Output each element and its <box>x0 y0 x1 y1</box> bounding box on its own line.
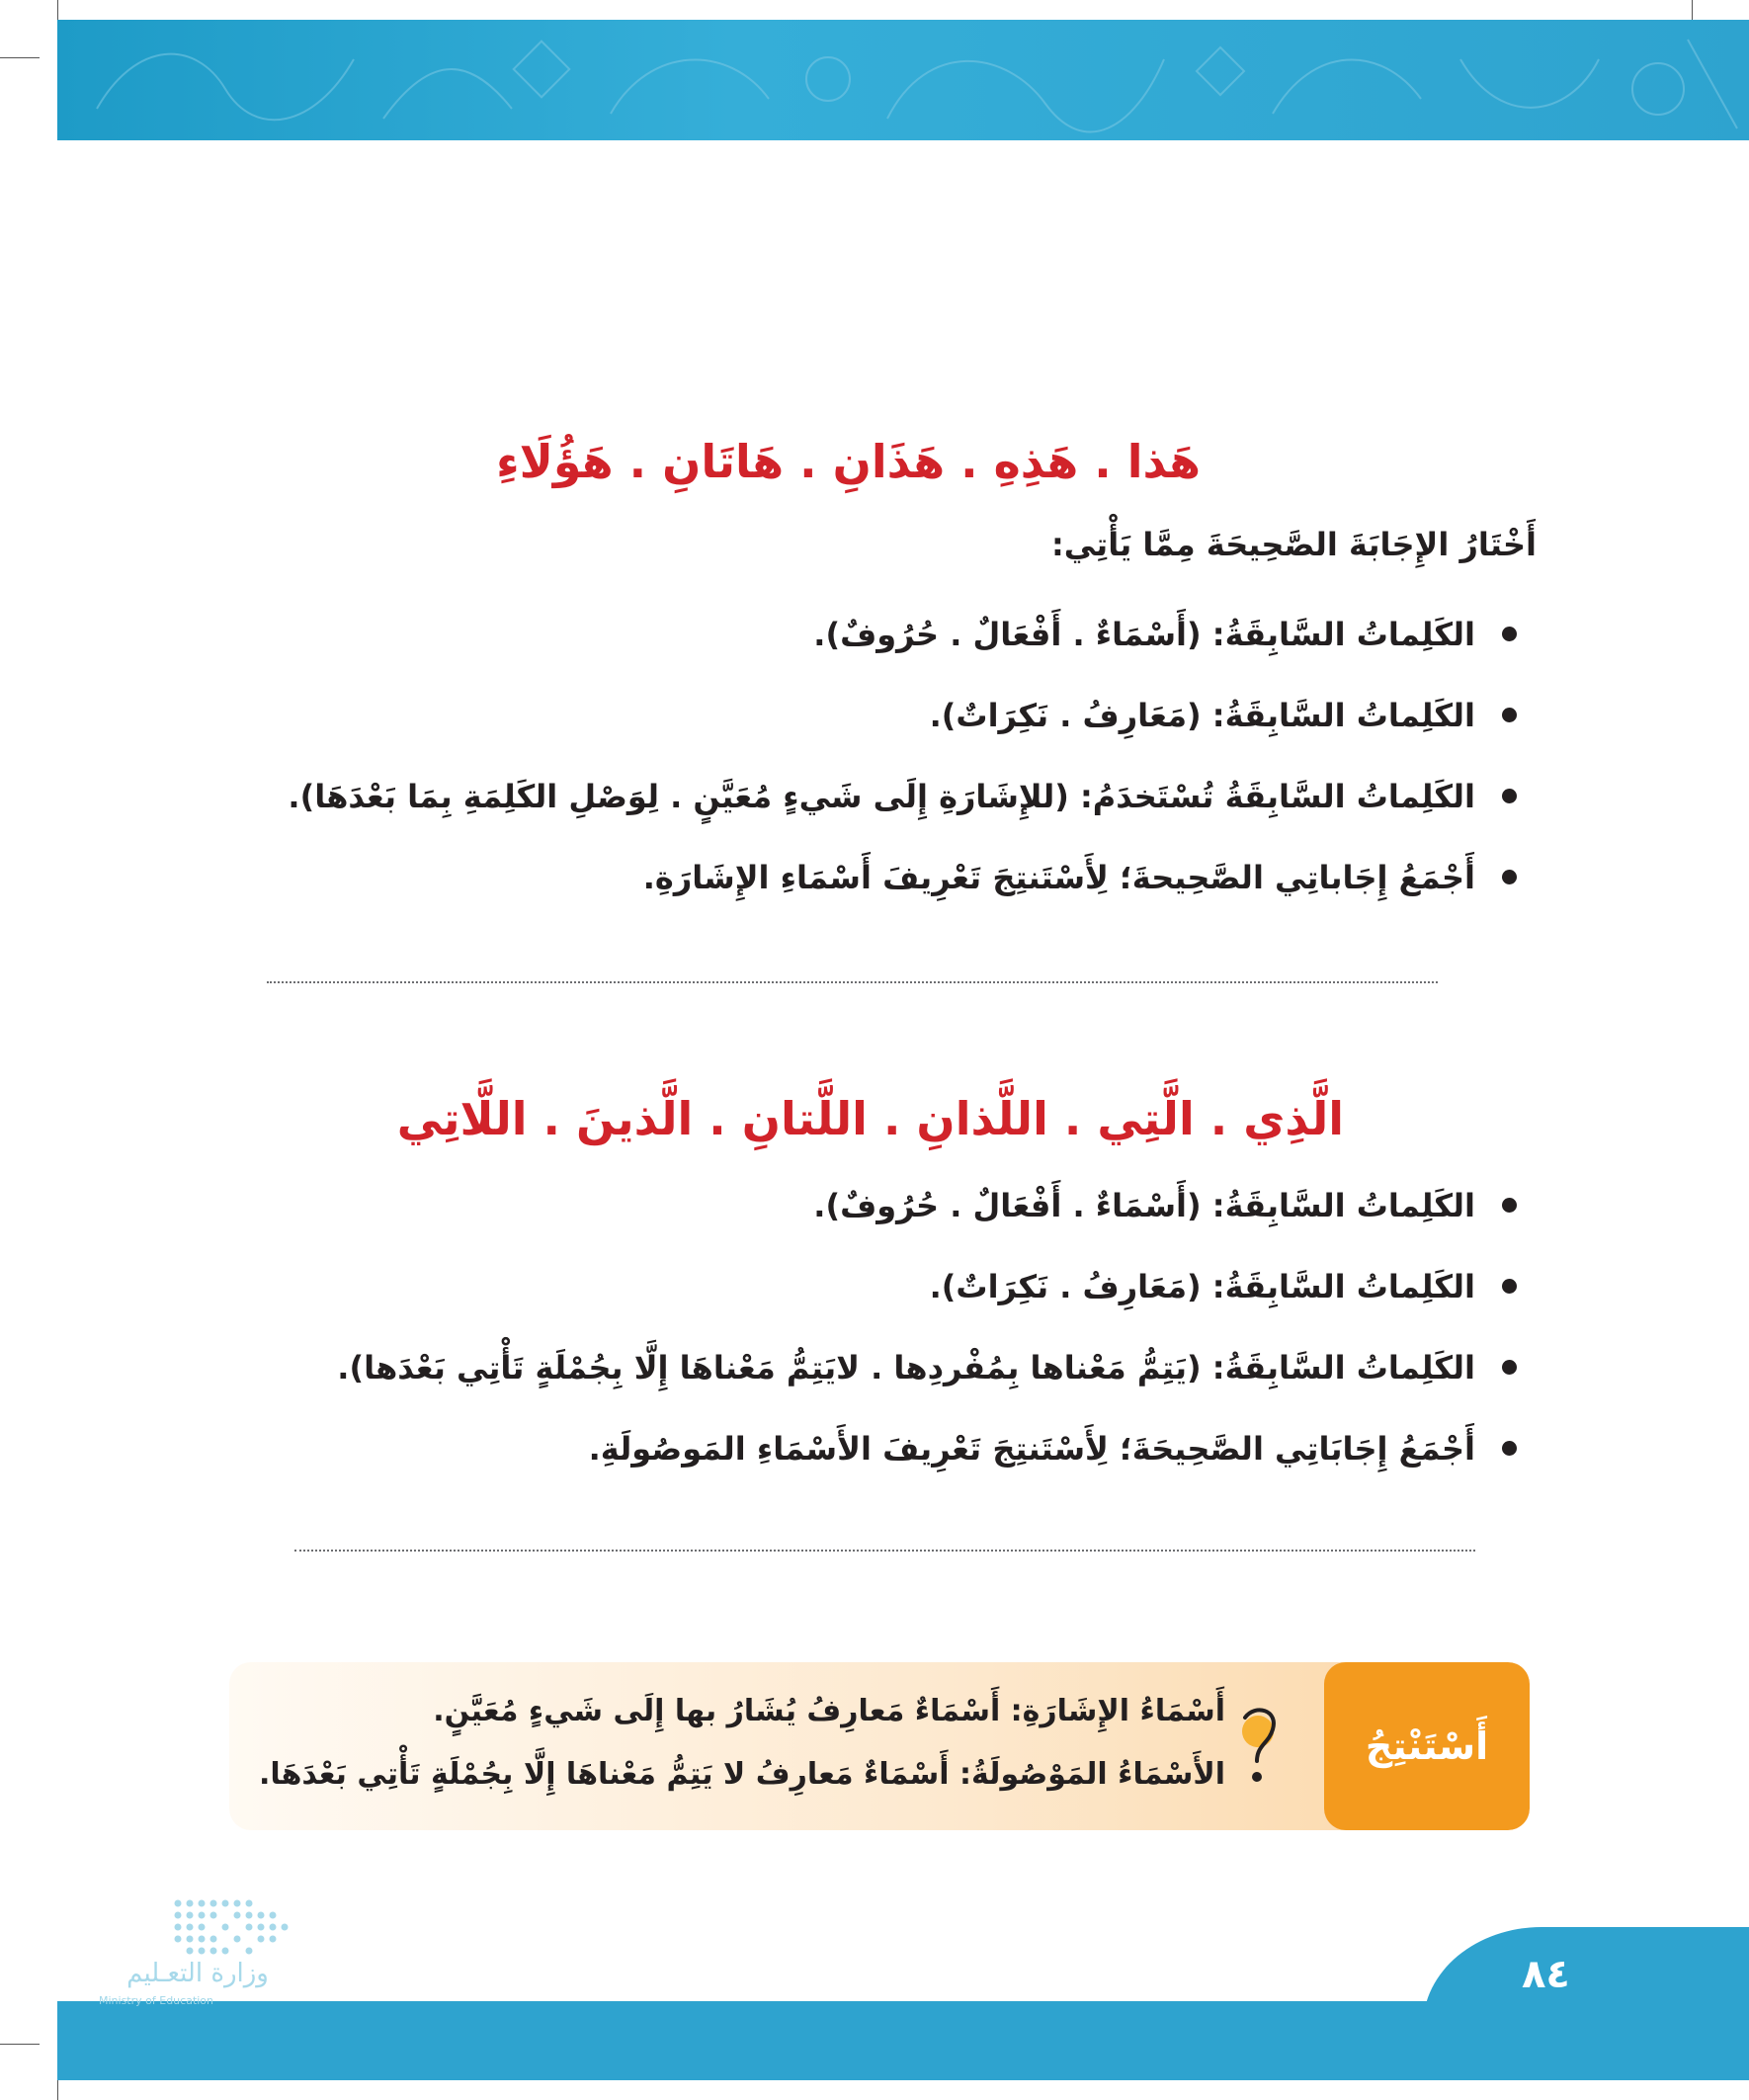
bullet-icon <box>1502 1360 1517 1375</box>
question-text: الكَلِماتُ السَّابِقَةُ: (مَعَارِفُ . نَكِرَاتٌ). <box>929 697 1475 734</box>
list-item <box>232 1265 1517 1346</box>
ministry-name: وزارة التعـليم <box>126 1959 269 1988</box>
list-item <box>232 694 1517 775</box>
list-item <box>232 613 1517 694</box>
section-divider <box>294 1550 1475 1552</box>
demonstratives-title: هَذا . هَذِهِ . هَذَانِ . هَاتَانِ . هَؤُلَاءِ <box>496 435 1201 488</box>
conclusion-box <box>229 1662 1530 1830</box>
ministry-subtitle: Ministry of Education <box>99 1994 214 2007</box>
question-text: الكَلِماتُ السَّابِقَةُ تُسْتَخدَمُ: (للإِشَارَةِ إِلَى شَيءٍ مُعَيَّنٍ . لِوَصْلِ الكَلِمَةِ بِمَا بَعْدَهَا). <box>288 778 1475 815</box>
relative-pronouns-questions <box>232 1184 1517 1508</box>
bullet-icon <box>1502 1441 1517 1456</box>
bullet-icon <box>1502 789 1517 803</box>
demonstratives-questions <box>232 613 1517 937</box>
section-divider <box>267 981 1438 983</box>
question-text: الكَلِماتُ السَّابِقَةُ: (أَسْمَاءٌ . أَفْعَالٌ . حُرُوفٌ). <box>813 1187 1475 1224</box>
page-number-tab <box>1423 1927 1749 2026</box>
list-item <box>232 775 1517 856</box>
instruction-text: أَخْتَارُ الإِجَابَةَ الصَّحِيحَةَ مِمَّا يَأْتِي: <box>1051 526 1537 563</box>
conclusion-tab <box>1324 1662 1530 1830</box>
crop-mark <box>0 2044 40 2045</box>
list-item <box>232 1346 1517 1427</box>
bullet-icon <box>1502 627 1517 641</box>
relative-pronouns-definition: الأَسْمَاءُ المَوْصُولَةُ: أَسْمَاءٌ مَعارِفُ لا يَتِمُّ مَعْناهَا إِلَّا بِجُمْلَةٍ تَأْتِي بَعْدَهَا. <box>258 1757 1225 1792</box>
question-text: أَجْمَعُ إِجَابَاتِي الصَّحِيحَةَ؛ لِأَسْتَنتِجَ تَعْرِيفَ الأَسْمَاءِ المَوصُولَةِ. <box>588 1430 1475 1468</box>
list-item <box>232 1184 1517 1265</box>
question-mark-icon <box>1235 1704 1281 1793</box>
demonstratives-definition: أَسْمَاءُ الإِشَارَةِ: أَسْمَاءٌ مَعارِفُ يُشَارُ بها إِلَى شَيءٍ مُعَيَّنٍ. <box>433 1694 1225 1728</box>
conclusion-tab-label: أَسْتَنْتِجُ <box>1365 1724 1489 1768</box>
header-band <box>57 20 1749 140</box>
calligraphy-pattern <box>57 20 1749 140</box>
list-item <box>232 856 1517 937</box>
question-text: الكَلِماتُ السَّابِقَةُ: (يَتِمُّ مَعْناها بِمُفْردِها . لايَتِمُّ مَعْناهَا إِلَّا بِجُمْلَةٍ تَأْتِي بَعْدَها). <box>337 1349 1475 1386</box>
bullet-icon <box>1502 1198 1517 1213</box>
bullet-icon <box>1502 870 1517 884</box>
bullet-icon <box>1502 708 1517 722</box>
page-number: ٨٤ <box>1522 1952 1570 1997</box>
relative-pronouns-title: الَّذِي . الَّتِي . اللَّذانِ . اللَّتانِ . الَّذينَ . اللَّاتِي <box>396 1092 1344 1145</box>
list-item <box>232 1427 1517 1508</box>
question-text: الكَلِماتُ السَّابِقَةُ: (أَسْمَاءٌ . أَفْعَالٌ . حُرُوفٌ). <box>813 616 1475 653</box>
bullet-icon <box>1502 1279 1517 1294</box>
crop-mark <box>0 57 40 58</box>
question-text: الكَلِماتُ السَّابِقَةُ: (مَعَارِفُ . نَكِرَاتٌ). <box>929 1268 1475 1305</box>
question-text: أَجْمَعُ إِجَاباتِي الصَّحِيحةَ؛ لِأَسْتَنتِجَ تَعْرِيفَ أَسْمَاءِ الإِشَارَةِ. <box>642 859 1475 896</box>
